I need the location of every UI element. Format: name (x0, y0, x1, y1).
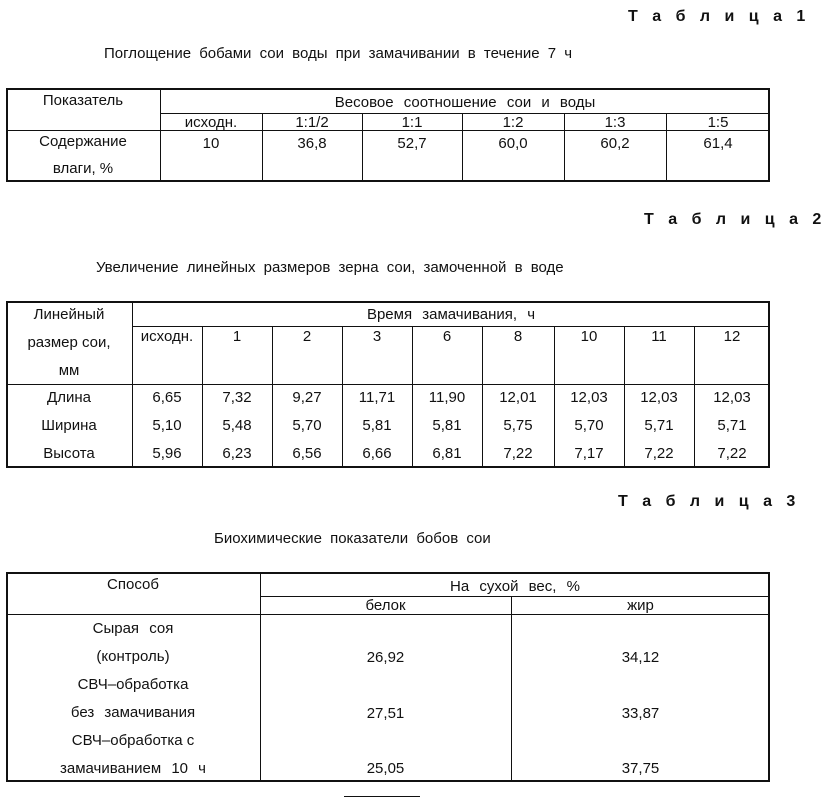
table3-row-label: СВЧ–обработка с (71, 732, 195, 749)
table2-col-header: 8 (513, 328, 523, 345)
table2-stub-header: Линейный (33, 306, 105, 323)
table1-col-header: 1:1/2 (295, 114, 329, 131)
table1-col-header: 1:3 (604, 114, 626, 131)
table2-row-label: Ширина (41, 417, 97, 434)
table2-cell: 5,71 (644, 417, 674, 434)
table3-col-header: жир (627, 597, 654, 614)
table2-col-header: 3 (372, 328, 382, 345)
table2-stub-header: размер сои, (27, 334, 111, 351)
table2-col-header: 11 (651, 328, 667, 345)
table2-col-header: 6 (442, 328, 452, 345)
table1-cell: 52,7 (397, 135, 427, 152)
table1-cell: 10 (202, 135, 220, 152)
table3-cell: 33,87 (621, 705, 660, 722)
table2-cell: 5,10 (152, 417, 182, 434)
table1-col-header: исходн. (184, 114, 238, 131)
table1-cell: 61,4 (703, 135, 733, 152)
table3-cell: 37,75 (621, 760, 660, 777)
table1-title: Поглощение бобами сои воды при замачивании в течение 7 ч (104, 45, 573, 62)
table2-title: Увеличение линейных размеров зерна сои, замоченной в воде (96, 259, 564, 276)
table2-number: Т а б л и ц а 2 (644, 211, 826, 228)
table2-col-header: 10 (580, 328, 598, 345)
table3-row-label: Сырая соя (92, 620, 174, 637)
table2-col-header: исходн. (140, 328, 194, 345)
table1-stub-header: Показатель (42, 92, 124, 109)
table2-cell: 5,75 (503, 417, 533, 434)
table1-group-header: Весовое соотношение сои и воды (334, 94, 596, 111)
table3-stub-header: Способ (107, 576, 159, 593)
table2-cell: 12,01 (499, 389, 537, 406)
table2-row-label: Длина (47, 389, 91, 406)
table1-cell: 60,2 (600, 135, 630, 152)
table2-cell: 6,56 (292, 445, 322, 462)
table2-cell: 5,81 (432, 417, 462, 434)
table2-cell: 6,23 (222, 445, 252, 462)
table3-row-label: (контроль) (96, 648, 170, 665)
table1-number: Т а б л и ц а 1 (628, 8, 811, 25)
table2-cell: 5,48 (222, 417, 252, 434)
table3-cell: 27,51 (366, 705, 405, 722)
table2-col-header: 1 (232, 328, 242, 345)
table2-cell: 7,32 (222, 389, 252, 406)
table2-cell: 12,03 (713, 389, 751, 406)
table3-row-label: замачиванием 10 ч (59, 760, 207, 777)
table3-number: Т а б л и ц а 3 (618, 493, 801, 510)
table2-row-label: Высота (43, 445, 95, 462)
table1-row-label: влаги, % (52, 160, 114, 177)
table2-cell: 7,22 (503, 445, 533, 462)
table1-row-label: Содержание (39, 133, 127, 150)
end-separator-rule (344, 796, 420, 797)
table3-cell: 25,05 (366, 760, 405, 777)
table1-cell: 36,8 (297, 135, 327, 152)
table2-cell: 11,90 (428, 389, 466, 406)
table3-row-label: СВЧ–обработка (77, 676, 189, 693)
table1-col-header: 1:2 (502, 114, 524, 131)
table2-cell: 5,71 (717, 417, 747, 434)
table2-cell: 5,70 (574, 417, 604, 434)
table2-cell: 7,17 (574, 445, 604, 462)
table2-cell: 11,71 (358, 389, 396, 406)
table2-col-header: 12 (723, 328, 741, 345)
table1-col-header: 1:1 (401, 114, 423, 131)
table2-cell: 5,96 (152, 445, 182, 462)
table2-cell: 5,70 (292, 417, 322, 434)
table1-cell: 60,0 (498, 135, 528, 152)
table2-cell: 9,27 (292, 389, 322, 406)
table3-col-header: белок (365, 597, 406, 614)
table2-col-header: 2 (302, 328, 312, 345)
table2-cell: 6,81 (432, 445, 462, 462)
table2-cell: 12,03 (570, 389, 608, 406)
table2-group-header: Время замачивания, ч (366, 306, 536, 323)
table1-col-header: 1:5 (707, 114, 729, 131)
table2-cell: 5,81 (362, 417, 392, 434)
table3-cell: 34,12 (621, 649, 660, 666)
table2-cell: 6,66 (362, 445, 392, 462)
table2-cell: 6,65 (152, 389, 182, 406)
table3-title: Биохимические показатели бобов сои (214, 530, 491, 547)
table3-cell: 26,92 (366, 649, 405, 666)
table2-cell: 7,22 (644, 445, 674, 462)
table3-row-label: без замачивания (70, 704, 196, 721)
table3-group-header: На сухой вес, % (450, 578, 580, 595)
table2-stub-header: мм (58, 362, 80, 379)
table2-cell: 7,22 (717, 445, 747, 462)
table2-cell: 12,03 (640, 389, 678, 406)
